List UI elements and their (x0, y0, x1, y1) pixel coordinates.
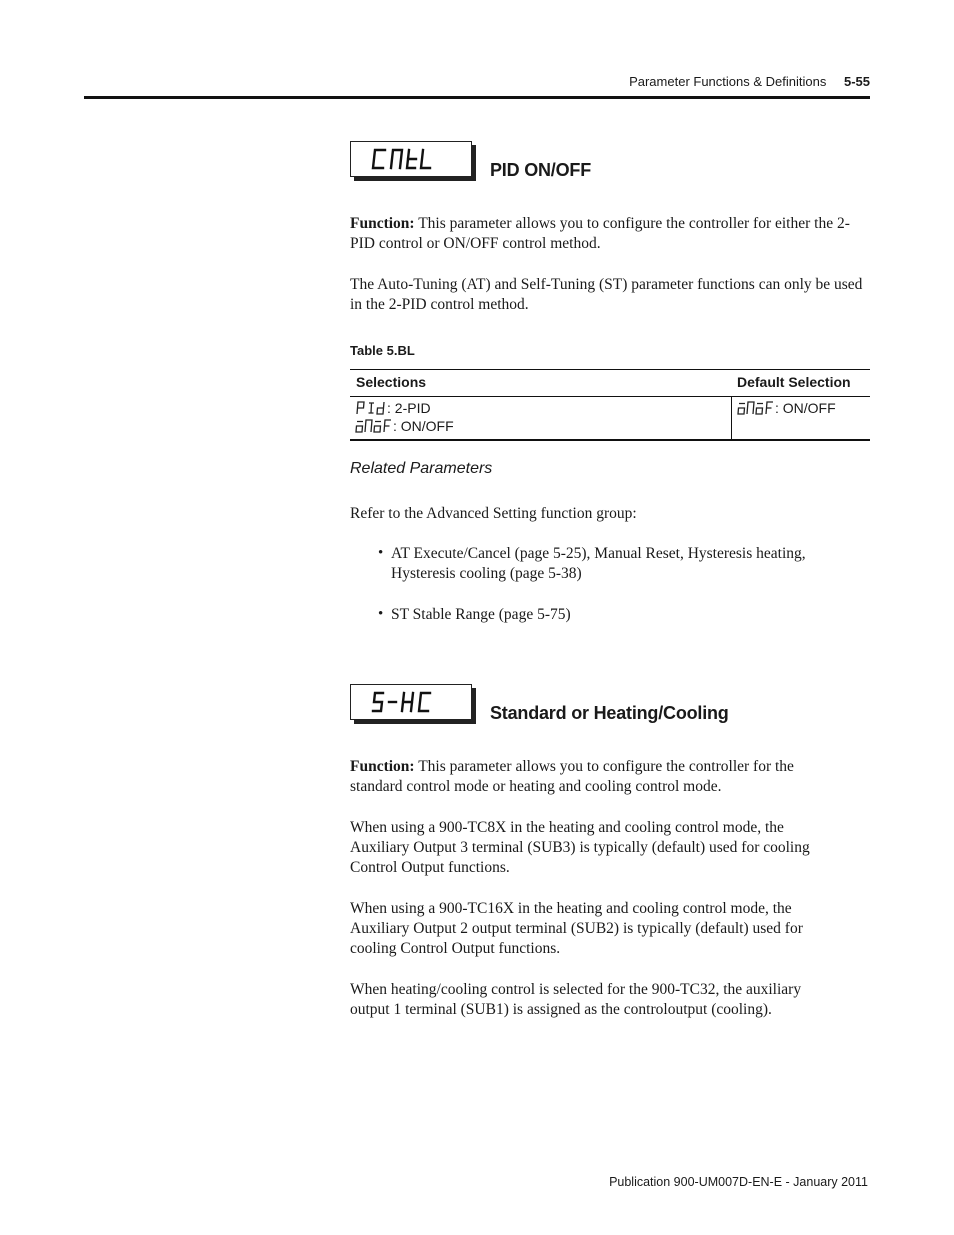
bullet-2-line1: ST Stable Range (page 5-75) (391, 606, 571, 623)
table-row (355, 400, 431, 416)
running-header (600, 74, 870, 89)
note-paragraph: The Auto-Tuning (AT) and Self-Tuning (ST) parameter functions can only be used in the 2-PID control method. (350, 276, 863, 313)
segment-glyph-cntl-icon (371, 148, 441, 170)
function-label: Function: (350, 215, 415, 232)
page-number: 5-55 (843, 74, 870, 89)
table-bottom-rule (350, 439, 870, 441)
default-selection-label: : ON/OFF (775, 400, 836, 416)
header-rule (84, 96, 870, 99)
bullet-1-line2: Hysteresis cooling (page 5-38) (391, 565, 582, 582)
table-column-divider (731, 397, 732, 440)
function-text: This parameter allows you to configure the controller for either the 2-PID control or ON/OFF control method. (350, 215, 850, 252)
lcd-display-cntl (350, 141, 472, 177)
function-paragraph-1 (350, 214, 870, 254)
paragraph-tc16x: When using a 900-TC16X in the heating and cooling control mode, the Auxiliary Output 2 output terminal (SUB2) is typically (default) used for cooling Control Output functions. (350, 900, 803, 957)
list-item (391, 544, 861, 584)
table-header-default: Default Selection (737, 374, 851, 390)
segment-glyph-pid-icon (355, 401, 387, 415)
segment-glyph-onof-icon (737, 401, 775, 415)
selection-pid-label: : 2-PID (387, 400, 431, 416)
list-item (391, 605, 861, 625)
related-parameters-heading: Related Parameters (350, 460, 493, 477)
section-title-standard-heating-cooling: Standard or Heating/Cooling (490, 703, 729, 723)
bullet-icon: • (378, 606, 384, 622)
segment-glyph-shc-icon (371, 691, 441, 713)
header-section-title: Parameter Functions & Definitions (629, 74, 827, 89)
function-text: This parameter allows you to configure the controller for the standard control mode or heating and cooling control mode. (350, 758, 794, 795)
selection-onoff-label: : ON/OFF (393, 418, 454, 434)
paragraph-tc32: When heating/cooling control is selected for the 900-TC32, the auxiliary output 1 terminal (SUB1) is assigned as the controloutput (cooling). (350, 981, 802, 1018)
table-header-rule (350, 396, 870, 397)
function-paragraph-2 (350, 757, 840, 797)
lcd-display-shc (350, 684, 472, 720)
table-top-rule (350, 369, 870, 370)
table-caption: Table 5.BL (350, 343, 415, 358)
table-row (355, 418, 454, 434)
related-intro: Refer to the Advanced Setting function group: (350, 505, 637, 522)
bullet-1-line1: AT Execute/Cancel (page 5-25), Manual Reset, Hysteresis heating, (391, 545, 806, 562)
section-title-pid-onoff: PID ON/OFF (490, 160, 591, 180)
segment-glyph-onof-icon (355, 419, 393, 433)
table-header-selections: Selections (356, 374, 427, 390)
function-label: Function: (350, 758, 415, 775)
default-selection-cell (737, 400, 836, 416)
footer-publication: Publication 900-UM007D-EN-E - January 2011 (609, 1175, 868, 1189)
paragraph-tc8x: When using a 900-TC8X in the heating and cooling control mode, the Auxiliary Output 3 terminal (SUB3) is typically (default) used for cooling Control Output functions. (350, 819, 810, 876)
bullet-icon: • (378, 545, 384, 561)
